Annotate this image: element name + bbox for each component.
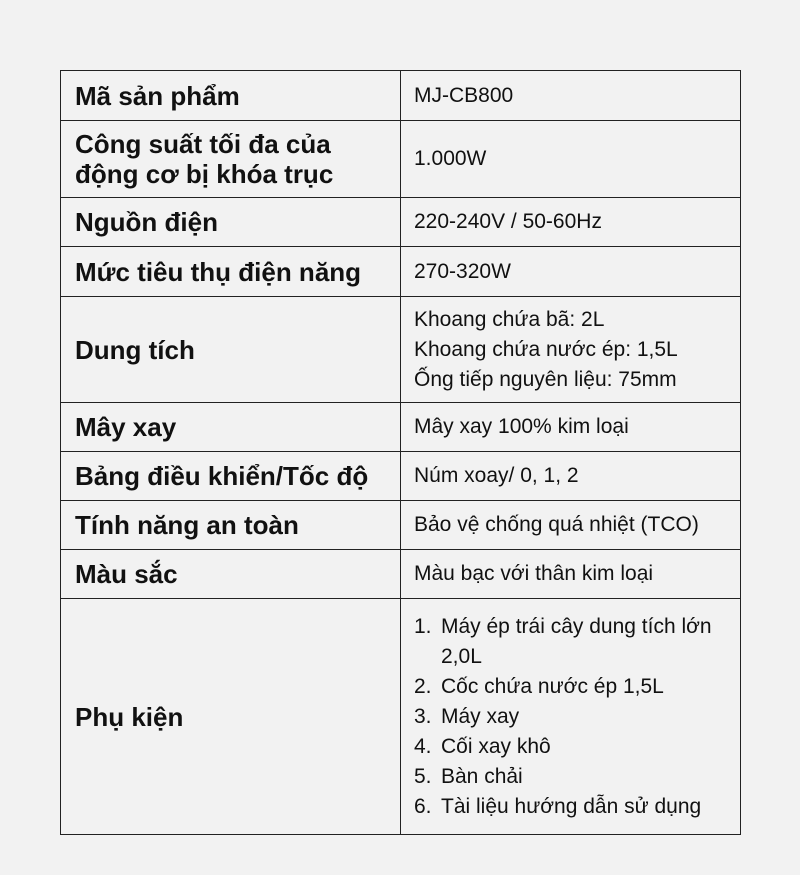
list-item-text: Máy ép trái cây dung tích lớn 2,0L <box>441 614 712 668</box>
list-item-number: 4. <box>414 734 432 758</box>
list-item-number: 6. <box>414 794 432 818</box>
spec-value: Màu bạc với thân kim loại <box>401 550 741 599</box>
spec-label: Bảng điều khiển/Tốc độ <box>61 452 401 501</box>
spec-label: Phụ kiện <box>61 599 401 835</box>
spec-row-consumption <box>61 247 741 297</box>
list-item-number: 1. <box>414 614 432 638</box>
spec-value: 1.000W <box>401 121 741 198</box>
capacity-line: Ống tiếp nguyên liệu: 75mm <box>414 367 677 391</box>
spec-value <box>401 599 741 835</box>
spec-label: Tính năng an toàn <box>61 501 401 550</box>
spec-label: Công suất tối đa của động cơ bị khóa trục <box>61 121 401 198</box>
list-item-text: Cối xay khô <box>441 734 551 758</box>
list-item <box>414 702 741 732</box>
list-item <box>414 762 741 792</box>
list-item <box>414 612 741 672</box>
spec-table <box>60 70 741 835</box>
spec-row-power-source <box>61 198 741 247</box>
list-item-text: Bàn chải <box>441 764 523 788</box>
accessories-list <box>414 612 736 822</box>
spec-row-blender <box>61 403 741 452</box>
spec-value: Núm xoay/ 0, 1, 2 <box>401 452 741 501</box>
spec-row-control <box>61 452 741 501</box>
spec-value: 220-240V / 50-60Hz <box>401 198 741 247</box>
capacity-line: Khoang chứa nước ép: 1,5L <box>414 337 678 361</box>
list-item-text: Máy xay <box>441 704 520 728</box>
list-item-text: Cốc chứa nước ép 1,5L <box>441 674 664 698</box>
spec-label: Mây xay <box>61 403 401 452</box>
spec-label: Nguồn điện <box>61 198 401 247</box>
list-item <box>414 792 741 822</box>
spec-row-color <box>61 550 741 599</box>
spec-value: Mây xay 100% kim loại <box>401 403 741 452</box>
spec-value: Bảo vệ chống quá nhiệt (TCO) <box>401 501 741 550</box>
spec-value: 270-320W <box>401 247 741 297</box>
spec-label: Dung tích <box>61 297 401 403</box>
list-item-number: 2. <box>414 674 432 698</box>
spec-row-accessories <box>61 599 741 835</box>
list-item <box>414 732 741 762</box>
spec-label: Màu sắc <box>61 550 401 599</box>
spec-row-safety <box>61 501 741 550</box>
list-item-number: 3. <box>414 704 432 728</box>
capacity-line: Khoang chứa bã: 2L <box>414 307 605 331</box>
spec-row-max-power <box>61 121 741 198</box>
list-item-number: 5. <box>414 764 432 788</box>
spec-value: MJ-CB800 <box>401 71 741 121</box>
spec-label: Mã sản phẩm <box>61 71 401 121</box>
spec-row-product-code <box>61 71 741 121</box>
list-item-text: Tài liệu hướng dẫn sử dụng <box>441 794 702 818</box>
spec-label: Mức tiêu thụ điện năng <box>61 247 401 297</box>
spec-value <box>401 297 741 403</box>
spec-row-capacity <box>61 297 741 403</box>
list-item <box>414 672 741 702</box>
